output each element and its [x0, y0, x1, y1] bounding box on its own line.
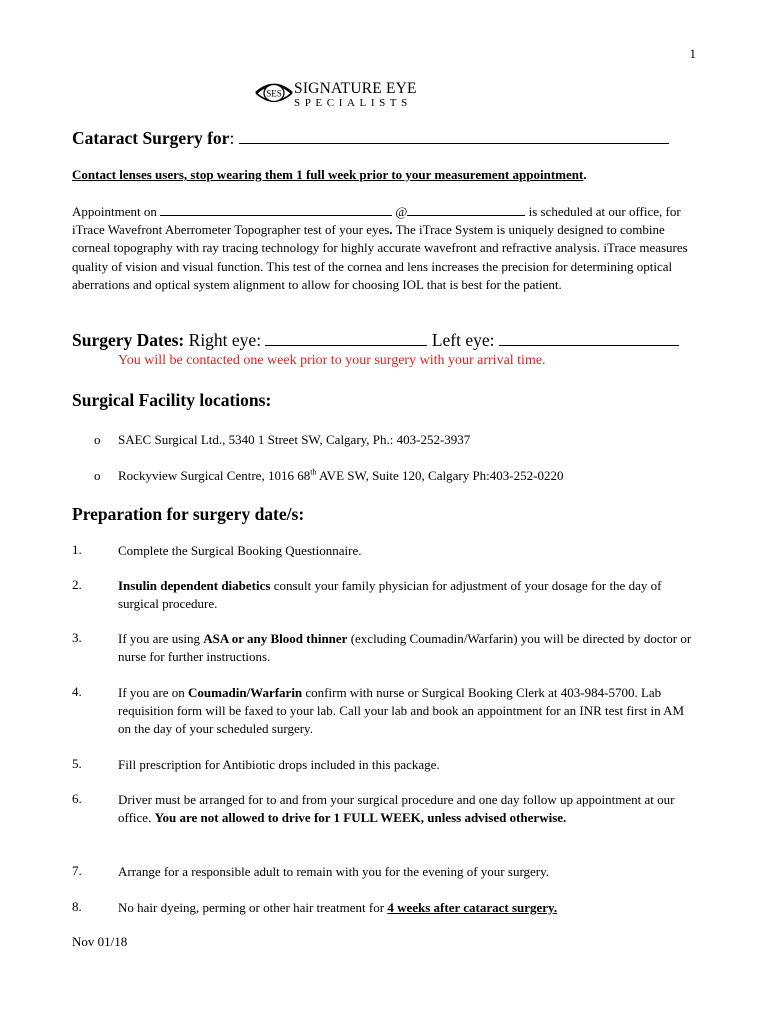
contact-notice-text: Contact lenses users, stop wearing them 1 full week prior to your measurement appointment	[72, 167, 584, 182]
loc2-part-b: AVE SW, Suite 120, Calgary Ph:403-252-0220	[316, 468, 564, 483]
coumadin-bold: Coumadin/Warfarin	[188, 685, 303, 700]
facility-location-saec: SAEC Surgical Ltd., 5340 1 Street SW, Calgary, Ph.: 403-252-3937	[118, 432, 471, 447]
prep-item-blood-thinner	[118, 630, 700, 666]
hair-bold: 4 weeks after cataract surgery.	[387, 900, 558, 915]
contact-period: .	[583, 167, 587, 182]
left-eye-label: Left eye:	[431, 330, 495, 350]
hair-a: No hair dyeing, perming or other hair treatment for	[118, 900, 388, 915]
facility-location-rockyview	[118, 468, 563, 484]
appointment-time-blank	[407, 203, 525, 216]
prep-item-antibiotic: Fill prescription for Antibiotic drops included in this package.	[118, 757, 440, 772]
surgery-dates-line	[72, 330, 679, 351]
prep-item-responsible-adult: Arrange for a responsible adult to remain with you for the evening of your surgery.	[118, 864, 550, 879]
eye-logo-icon	[254, 78, 294, 108]
blood-thinner-a: If you are using	[118, 631, 204, 646]
prep-item-hair-treatment	[118, 899, 700, 917]
coumadin-a: If you are on	[118, 685, 189, 700]
item-number: 7.	[72, 863, 82, 878]
page-number: 1	[689, 46, 696, 61]
logo-name-bottom: SPECIALISTS	[294, 97, 412, 109]
appointment-description: The iTrace System is uniquely designed to combine corneal topography with ray tracing technology for highly accurate wavefront and refractive analysis. iTrace measures quality of vision and visual function. This test of the cornea and lens increases the precision for determining optical aberrations and optical system alignment to allow for choosing IOL that is best for the patient.	[72, 222, 688, 292]
bullet-icon: o	[94, 468, 101, 483]
item-number: 6.	[72, 791, 82, 806]
appointment-prefix: Appointment on	[72, 204, 157, 219]
footer-date: Nov 01/18	[72, 934, 128, 949]
left-eye-blank	[499, 330, 679, 346]
loc2-superscript: th	[310, 467, 317, 477]
prep-heading: Preparation for surgery date/s:	[72, 504, 305, 524]
loc2-part-a: Rockyview Surgical Centre, 1016 68	[118, 468, 311, 483]
driver-bold: You are not allowed to drive for 1 FULL WEEK, unless advised otherwise.	[154, 810, 567, 826]
facility-heading: Surgical Facility locations:	[72, 390, 272, 410]
item-number: 3.	[72, 630, 82, 645]
item-number: 2.	[72, 577, 82, 592]
logo-monogram: SES	[266, 88, 282, 99]
item-number: 4.	[72, 684, 82, 699]
appointment-suffix: is scheduled at our office,	[528, 204, 663, 219]
right-eye-blank	[265, 330, 427, 346]
blood-thinner-rest: (excluding Coumadin/Warfarin) you will be directed by doctor or nurse for further instructions.	[118, 631, 692, 665]
insulin-rest: consult your family physician for adjustment of your dosage for the day of surgical procedure.	[118, 578, 662, 612]
item-number: 8.	[72, 899, 82, 914]
appointment-paragraph	[72, 203, 698, 294]
bullet-icon: o	[94, 432, 101, 447]
item-number: 5.	[72, 756, 82, 771]
right-eye-label: Right eye:	[188, 330, 262, 350]
signature-eye-logo	[254, 78, 424, 112]
surgery-dates-label: Surgery Dates:	[72, 330, 185, 350]
driver-a: Driver must be arranged for to and from your surgical procedure and one day follow up appointment at our office.	[118, 792, 675, 826]
appointment-date-blank	[160, 203, 392, 216]
prep-item-driver	[118, 791, 700, 827]
logo-name-top: SIGNATURE EYE	[294, 80, 417, 97]
appointment-test-name: for iTrace Wavefront Aberrometer Topographer test of your eyes	[72, 204, 681, 238]
coumadin-rest: confirm with nurse or Surgical Booking Clerk at 403-984-5700. Lab requisition form will be faxed to your lab. Call your lab and book an appointment for an INR test first in AM on the day of your scheduled surgery.	[118, 685, 685, 737]
prep-item-questionnaire: Complete the Surgical Booking Questionnaire.	[118, 543, 362, 558]
insulin-bold: Insulin dependent diabetics	[118, 578, 271, 593]
prep-item-coumadin	[118, 684, 700, 739]
item-number: 1.	[72, 542, 82, 557]
title-colon: :	[229, 128, 235, 148]
arrival-time-notice: You will be contacted one week prior to your surgery with your arrival time.	[118, 353, 546, 368]
prep-item-insulin	[118, 577, 700, 613]
blood-thinner-bold: ASA or any Blood thinner	[203, 631, 348, 646]
title-label: Cataract Surgery for	[72, 128, 230, 148]
appointment-test-dot: .	[389, 222, 393, 238]
patient-name-blank	[239, 128, 669, 144]
appointment-at: @	[395, 204, 408, 219]
contact-lens-notice	[72, 167, 587, 183]
page-title	[72, 128, 669, 149]
